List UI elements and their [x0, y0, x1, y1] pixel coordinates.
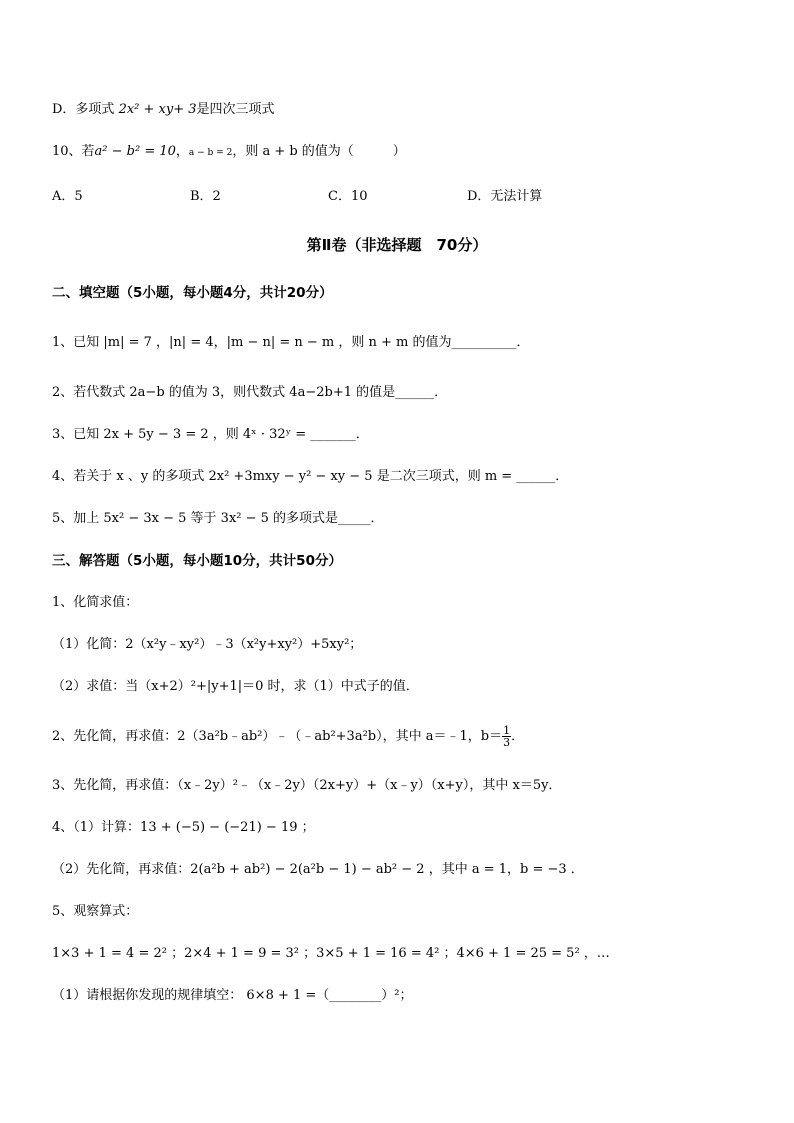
- answer-question-1-part-2: （2）求值：当（x+2）²+|y+1|＝0 时，求（1）中式子的值．: [52, 679, 419, 694]
- section-3-title: 三、解答题（5小题，每小题10分，共计50分）: [52, 553, 342, 569]
- q10-option-a: A．5: [52, 189, 83, 204]
- fill-question-2: 2、若代数式 2a−b 的值为 3，则代数式 4a−2b+1 的值是______．: [52, 385, 448, 400]
- answer-question-4-part-2: （2）先化简，再求值：2(a²b + ab²) − 2(a²b − 1) − ab² − 2 ，其中 a = 1，b = −3 ．: [52, 862, 584, 877]
- answer-question-5: 5、观察算式：: [52, 904, 139, 919]
- section-2-title: 二、填空题（5小题，每小题4分，共计20分）: [52, 285, 333, 301]
- answer-question-1: 1、化简求值：: [52, 595, 139, 610]
- q10-option-c: C．10: [328, 189, 368, 204]
- part-2-title: 第Ⅱ卷（非选择题 70分）: [306, 236, 488, 254]
- q10-option-d: D．无法计算: [467, 189, 543, 204]
- fill-question-3: 3、已知 2x + 5y − 3 = 2 ，则 4ˣ · 32ʸ = _______．: [52, 427, 369, 442]
- answer-question-5-part-1: （1）请根据你发现的规律填空： 6×8 + 1 =（________）²；: [52, 988, 413, 1003]
- q10-option-b: B．2: [190, 189, 221, 204]
- fill-question-5: 5、加上 5x² − 3x − 5 等于 3x² − 5 的多项式是_____．: [52, 511, 384, 526]
- answer-question-2: 2、先化简，再求值：2（3a²b﹣ab²）﹣（﹣ab²+3a²b），其中 a＝﹣1，b＝ $\frac{1}{3}$ ．: [52, 724, 525, 749]
- answer-question-5-series: 1×3 + 1 = 4 = 2² ；2×4 + 1 = 9 = 3² ；3×5 + 1 = 16 = 4² ；4×6 + 1 = 25 = 5² ，…: [52, 946, 610, 961]
- answer-question-3: 3、先化简，再求值：（x﹣2y）²﹣（x﹣2y）（2x+y）+（x﹣y）（x+y），其中 x＝5y．: [52, 778, 562, 793]
- question-9-option-d: D．多项式 2x² + xy+ 3是四次三项式: [52, 102, 275, 117]
- fraction-one-third: $\frac{1}{3}$: [503, 724, 511, 749]
- answer-question-4-part-1: 4、（1）计算：13 + (−5) − (−21) − 19 ；: [52, 820, 315, 835]
- fill-question-1: 1、已知 |m| = 7 ，|n| = 4，|m − n| = n − m ，则 n + m 的值为__________．: [52, 335, 530, 350]
- answer-question-1-part-1: （1）化简：2（x²y﹣xy²）﹣3（x²y+xy²）+5xy²；: [52, 637, 363, 652]
- question-10: 10、若a² − b² = 10，a − b = 2，则 a + b 的值为（ ）: [52, 144, 406, 159]
- fill-question-4: 4、若关于 x 、y 的多项式 2x² +3mxy − y² − xy − 5 是二次三项式，则 m = ______．: [52, 469, 569, 484]
